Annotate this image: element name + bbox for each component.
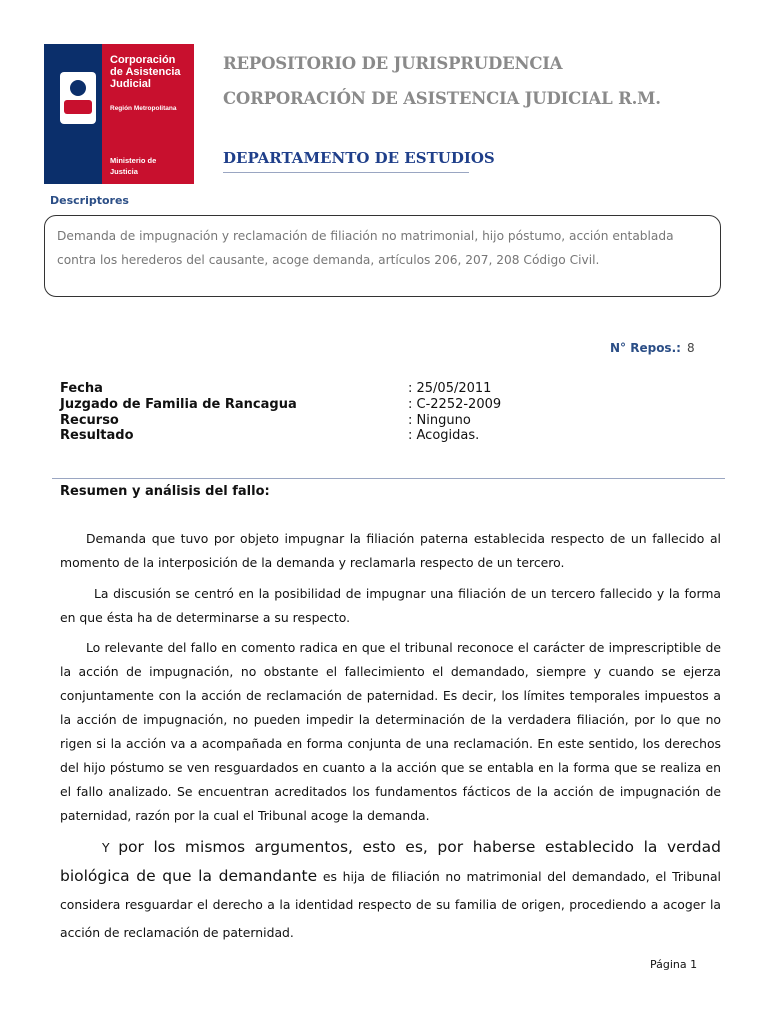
meta-fecha-value: : 25/05/2011 xyxy=(408,381,492,396)
repository-number-value: 8 xyxy=(686,341,695,355)
descriptors-box: Demanda de impugnación y reclamación de filiación no matrimonial, hijo póstumo, acción entablada contra los herederos del causante, acoge demanda, artículos 206, 207, 208 Código Civil. xyxy=(44,215,721,297)
logo-corporacion-text: Corporación de Asistencia Judicial xyxy=(110,54,181,90)
summary-paragraph-4 xyxy=(60,833,721,947)
summary-paragraph-2: La discusión se centró en la posibilidad de impugnar una filiación de un tercero fallecido y la forma en que ésta ha de determinarse a su respecto. xyxy=(60,586,721,625)
repository-number xyxy=(610,341,695,355)
coat-of-arms-icon xyxy=(60,72,96,124)
header-corporation-title: CORPORACIÓN DE ASISTENCIA JUDICIAL R.M. xyxy=(223,89,661,108)
meta-fecha-label: Fecha xyxy=(60,381,103,396)
meta-recurso-value: : Ninguno xyxy=(408,413,471,428)
summary-divider xyxy=(52,478,725,479)
descriptors-label: Descriptores xyxy=(50,194,129,207)
meta-resultado-value: : Acogidas. xyxy=(408,428,480,443)
meta-juzgado-value: : C-2252-2009 xyxy=(408,397,502,412)
paragraph-4-rest: es hija de filiación no matrimonial del demandado, el Tribunal considera resguardar el derecho a la identidad respecto de su familia de origen, procediendo a acoger la acción de reclamación de paternidad. xyxy=(60,869,721,940)
logo-ministerio-text: Ministerio de Justicia xyxy=(110,156,157,176)
meta-resultado-label: Resultado xyxy=(60,428,134,443)
meta-recurso-label: Recurso xyxy=(60,413,119,428)
header-repository-title: REPOSITORIO DE JURISPRUDENCIA xyxy=(223,54,563,73)
summary-paragraph-3: Lo relevante del fallo en comento radica en que el tribunal reconoce el carácter de imprescriptible de la acción de impugnación, no obstante el fallecimiento el demandado, siempre y cuando se ejerza conjuntamente con la acción de reclamación de paternidad. Es decir, los límites temporales impuestos a la acción de impugnación, no pueden impedir la determinación de la verdadera filiación, por lo que no rigen si la acción va a acompañada en forma conjunta de una reclamación. En este sentido, los derechos del hijo póstumo se ven resguardados en cuanto a la acción que se entabla en la forma que se realiza en el fallo analizado. Se encuentran acreditados los fundamentos fácticos de la acción de impugnación de paternidad, razón por la cual el Tribunal acoge la demanda. xyxy=(60,640,721,823)
institution-logo xyxy=(44,44,194,184)
department-underline xyxy=(223,172,469,173)
logo-region-text: Región Metropolitana xyxy=(110,105,177,112)
paragraph-4-initial: Y xyxy=(102,840,110,855)
repository-number-label: N° Repos.: xyxy=(610,341,681,355)
header-department-title: DEPARTAMENTO DE ESTUDIOS xyxy=(223,149,495,167)
summary-paragraph-1: Demanda que tuvo por objeto impugnar la filiación paterna establecida respecto de un fallecido al momento de la interposición de la demanda y reclamarla respecto de un tercero. xyxy=(60,531,721,570)
summary-title: Resumen y análisis del fallo: xyxy=(60,484,270,499)
meta-juzgado-label: Juzgado de Familia de Rancagua xyxy=(60,397,297,412)
paragraph-4-emphasis: por los mismos argumentos, esto es, por haberse establecido la verdad biológica de que la demandante xyxy=(60,838,721,885)
page-number: Página 1 xyxy=(650,958,698,971)
